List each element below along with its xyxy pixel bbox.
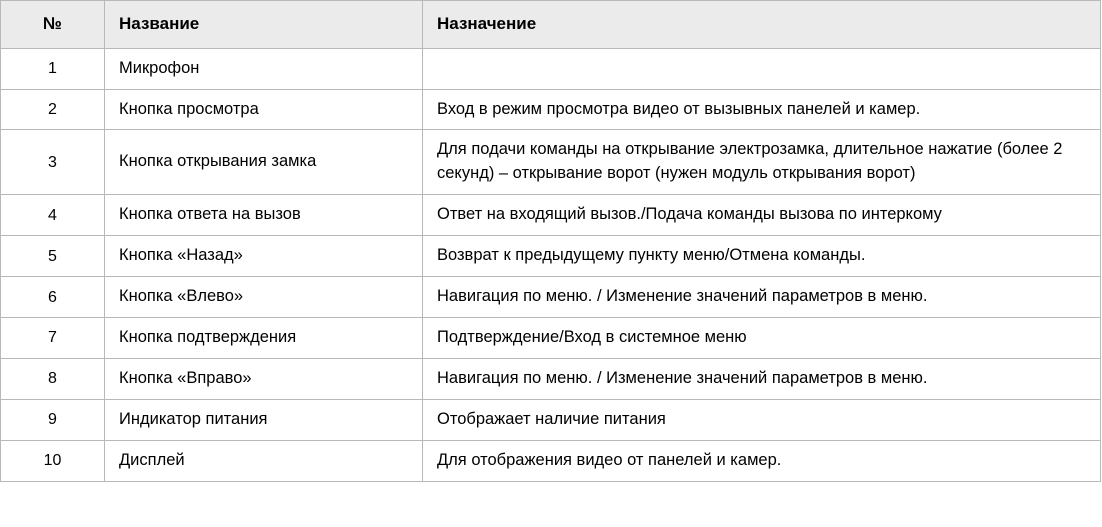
cell-name: Кнопка «Влево» xyxy=(105,277,423,318)
column-header-purpose: Назначение xyxy=(423,1,1101,49)
cell-name: Дисплей xyxy=(105,440,423,481)
cell-purpose: Для отображения видео от панелей и камер. xyxy=(423,440,1101,481)
cell-purpose: Вход в режим просмотра видео от вызывных панелей и камер. xyxy=(423,89,1101,130)
table-header xyxy=(1,1,1101,49)
column-header-number: № xyxy=(1,1,105,49)
cell-name: Кнопка подтверждения xyxy=(105,318,423,359)
table-row xyxy=(1,359,1101,400)
cell-purpose: Для подачи команды на открывание электрозамка, длительное нажатие (более 2 секунд) – открывание ворот (нужен модуль открывания ворот) xyxy=(423,130,1101,195)
cell-purpose xyxy=(423,48,1101,89)
cell-number: 9 xyxy=(1,399,105,440)
table-row xyxy=(1,236,1101,277)
cell-purpose: Отображает наличие питания xyxy=(423,399,1101,440)
column-header-name: Название xyxy=(105,1,423,49)
table-row xyxy=(1,440,1101,481)
cell-name: Кнопка ответа на вызов xyxy=(105,195,423,236)
table-body xyxy=(1,48,1101,481)
cell-number: 3 xyxy=(1,130,105,195)
table-row xyxy=(1,318,1101,359)
table-row xyxy=(1,277,1101,318)
cell-name: Кнопка открывания замка xyxy=(105,130,423,195)
cell-number: 1 xyxy=(1,48,105,89)
cell-number: 4 xyxy=(1,195,105,236)
cell-purpose: Ответ на входящий вызов./Подача команды вызова по интеркому xyxy=(423,195,1101,236)
cell-name: Кнопка «Назад» xyxy=(105,236,423,277)
table-header-row xyxy=(1,1,1101,49)
cell-number: 2 xyxy=(1,89,105,130)
cell-purpose: Навигация по меню. / Изменение значений параметров в меню. xyxy=(423,277,1101,318)
cell-name: Кнопка просмотра xyxy=(105,89,423,130)
cell-number: 8 xyxy=(1,359,105,400)
cell-name: Микрофон xyxy=(105,48,423,89)
cell-number: 6 xyxy=(1,277,105,318)
cell-name: Кнопка «Вправо» xyxy=(105,359,423,400)
cell-number: 5 xyxy=(1,236,105,277)
table-row xyxy=(1,130,1101,195)
cell-number: 10 xyxy=(1,440,105,481)
cell-name: Индикатор питания xyxy=(105,399,423,440)
cell-purpose: Подтверждение/Вход в системное меню xyxy=(423,318,1101,359)
table-row xyxy=(1,195,1101,236)
cell-purpose: Возврат к предыдущему пункту меню/Отмена команды. xyxy=(423,236,1101,277)
table-row xyxy=(1,48,1101,89)
cell-purpose: Навигация по меню. / Изменение значений параметров в меню. xyxy=(423,359,1101,400)
table-row xyxy=(1,399,1101,440)
table-row xyxy=(1,89,1101,130)
cell-number: 7 xyxy=(1,318,105,359)
